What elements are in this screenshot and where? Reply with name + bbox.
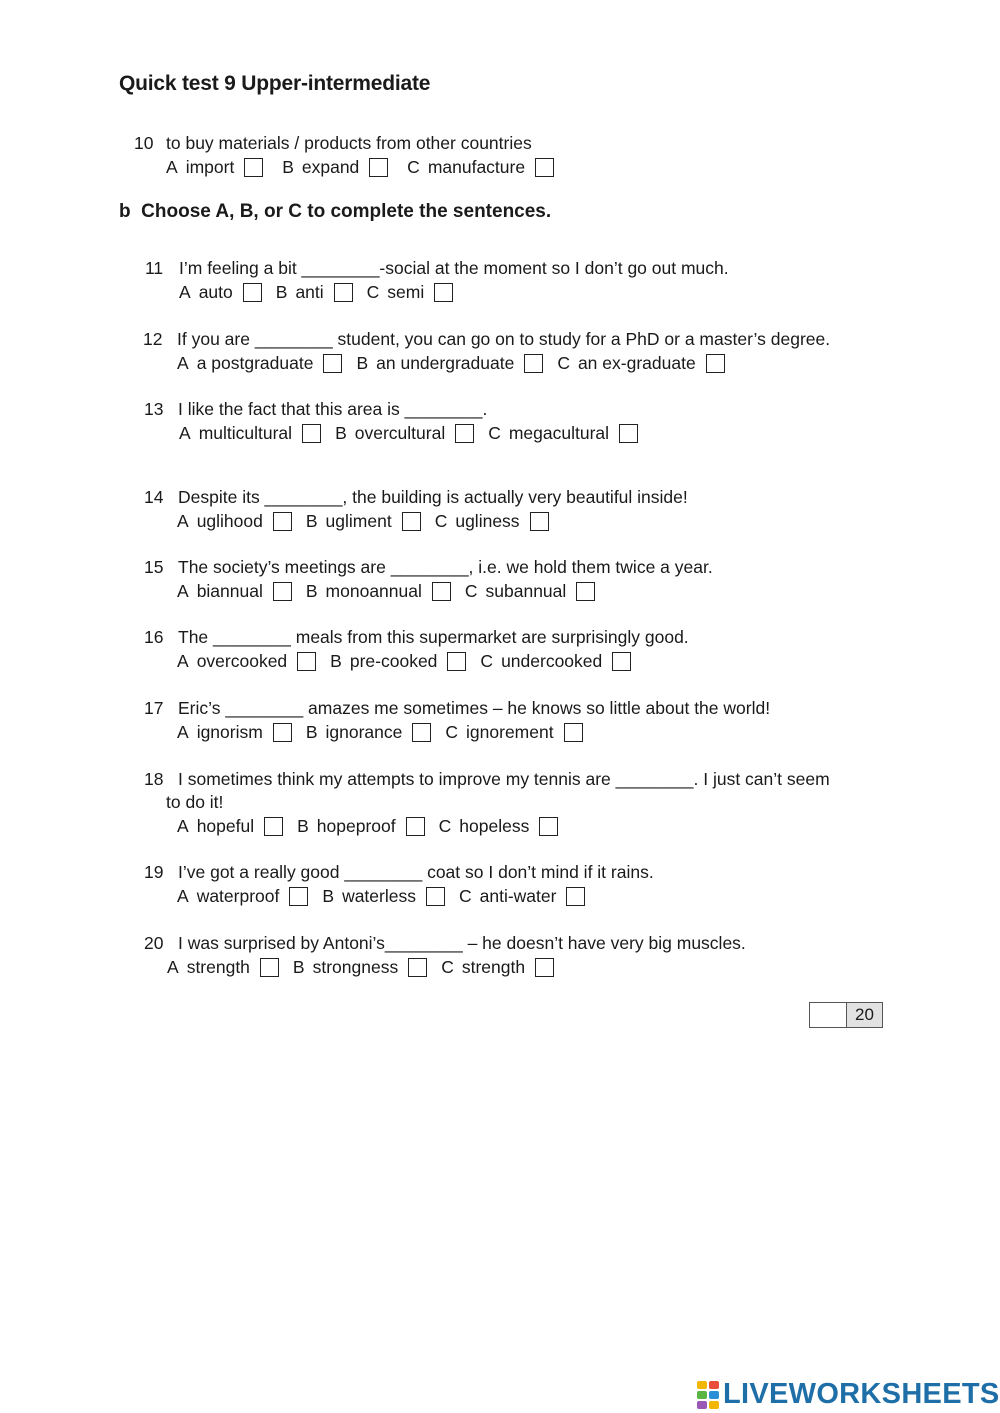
option-letter: B: [297, 816, 309, 836]
score-input[interactable]: [810, 1003, 847, 1027]
option-letter: B: [292, 957, 305, 977]
question-10: [134, 132, 568, 179]
option-text: subannual: [485, 581, 567, 601]
option-letter: C: [445, 722, 459, 742]
answer-checkbox[interactable]: [302, 424, 321, 443]
question-number: 10: [134, 133, 154, 153]
question-number: 19: [144, 862, 164, 882]
option-letter: A: [167, 957, 179, 977]
question-17: [144, 697, 770, 744]
answer-checkbox[interactable]: [619, 424, 638, 443]
answer-checkbox[interactable]: [564, 723, 583, 742]
answer-checkbox[interactable]: [530, 512, 549, 531]
question-20: [144, 932, 746, 979]
option-letter: C: [441, 957, 454, 977]
question-text: I was surprised by Antoni’s________ – he doesn’t have very big muscles.: [178, 933, 746, 953]
logo-icon: [697, 1381, 719, 1409]
option-text: semi: [387, 282, 425, 302]
option-letter: A: [177, 886, 189, 906]
question-11: [145, 257, 729, 304]
option-text: waterproof: [196, 886, 280, 906]
answer-checkbox[interactable]: [612, 652, 631, 671]
option-letter: B: [282, 157, 294, 177]
option-text: ignorement: [466, 722, 554, 742]
option-letter: B: [305, 581, 318, 601]
question-number: 13: [144, 399, 164, 419]
option-letter: A: [166, 157, 178, 177]
option-text: hopeless: [459, 816, 530, 836]
question-number: 17: [144, 698, 164, 718]
option-letter: C: [488, 423, 501, 443]
question-number: 18: [144, 769, 164, 789]
answer-checkbox[interactable]: [434, 283, 453, 302]
option-letter: A: [177, 816, 189, 836]
option-text: ignorism: [196, 722, 263, 742]
section-b-heading: b Choose A, B, or C to complete the sentences.: [119, 201, 552, 222]
option-text: ugliment: [325, 511, 392, 531]
score-total: 20: [847, 1003, 882, 1027]
option-text: strongness: [312, 957, 399, 977]
answer-checkbox[interactable]: [406, 817, 425, 836]
option-letter: B: [322, 886, 335, 906]
question-text: I’ve got a really good ________ coat so I don’t mind if it rains.: [178, 862, 654, 882]
question-text: Eric’s ________ amazes me sometimes – he knows so little about the world!: [178, 698, 771, 718]
option-text: strength: [461, 957, 526, 977]
option-text: a postgraduate: [196, 353, 314, 373]
answer-checkbox[interactable]: [260, 958, 279, 977]
question-number: 20: [144, 933, 164, 953]
option-letter: A: [179, 282, 191, 302]
answer-checkbox[interactable]: [273, 723, 292, 742]
option-text: ignorance: [325, 722, 403, 742]
option-letter: B: [305, 511, 318, 531]
option-letter: C: [407, 157, 420, 177]
answer-checkbox[interactable]: [289, 887, 308, 906]
answer-checkbox[interactable]: [243, 283, 262, 302]
option-letter: C: [366, 282, 380, 302]
option-text: an undergraduate: [376, 353, 515, 373]
question-number: 11: [145, 258, 164, 278]
answer-checkbox[interactable]: [539, 817, 558, 836]
option-letter: A: [177, 353, 189, 373]
option-text: pre-cooked: [349, 651, 438, 671]
option-text: waterless: [342, 886, 416, 906]
option-letter: A: [177, 581, 189, 601]
option-text: anti: [295, 282, 324, 302]
option-text: uglihood: [196, 511, 263, 531]
score-box: [809, 1002, 883, 1028]
option-letter: B: [356, 353, 369, 373]
answer-checkbox[interactable]: [432, 582, 451, 601]
option-text: import: [185, 157, 235, 177]
option-letter: B: [275, 282, 288, 302]
option-letter: C: [438, 816, 452, 836]
answer-checkbox[interactable]: [297, 652, 316, 671]
answer-checkbox[interactable]: [273, 512, 292, 531]
question-15: [144, 556, 713, 603]
question-number: 15: [144, 557, 164, 577]
question-12: [143, 328, 830, 375]
option-letter: C: [557, 353, 570, 373]
option-letter: C: [458, 886, 472, 906]
option-text: anti-water: [479, 886, 557, 906]
question-text: Despite its ________, the building is actually very beautiful inside!: [178, 487, 688, 507]
question-text: I sometimes think my attempts to improve my tennis are ________. I just can’t seem: [178, 769, 830, 789]
answer-checkbox[interactable]: [273, 582, 292, 601]
question-18: [144, 768, 830, 838]
answer-checkbox[interactable]: [706, 354, 725, 373]
answer-checkbox[interactable]: [244, 158, 263, 177]
answer-checkbox[interactable]: [334, 283, 353, 302]
question-text: to buy materials / products from other countries: [166, 133, 532, 153]
question-text: If you are ________ student, you can go on to study for a PhD or a master’s degree.: [177, 329, 831, 349]
option-text: manufacture: [427, 157, 526, 177]
option-letter: C: [464, 581, 478, 601]
question-number: 16: [144, 627, 164, 647]
option-letter: C: [434, 511, 448, 531]
question-13: [144, 398, 652, 445]
answer-checkbox[interactable]: [264, 817, 283, 836]
option-text: overcultural: [354, 423, 446, 443]
answer-checkbox[interactable]: [408, 958, 427, 977]
answer-checkbox[interactable]: [535, 158, 554, 177]
option-text: undercooked: [501, 651, 603, 671]
question-19: [144, 861, 654, 908]
option-text: multicultural: [198, 423, 293, 443]
option-text: expand: [301, 157, 360, 177]
option-letter: C: [480, 651, 494, 671]
question-14: [144, 486, 688, 533]
option-letter: A: [177, 722, 189, 742]
question-text: I’m feeling a bit ________-social at the moment so I don’t go out much.: [179, 258, 729, 278]
answer-checkbox[interactable]: [447, 652, 466, 671]
answer-checkbox[interactable]: [576, 582, 595, 601]
option-text: hopeproof: [316, 816, 396, 836]
option-text: biannual: [196, 581, 263, 601]
option-letter: B: [305, 722, 318, 742]
option-letter: A: [177, 511, 189, 531]
option-letter: A: [179, 423, 191, 443]
option-text: megacultural: [508, 423, 610, 443]
question-text-continued: to do it!: [166, 792, 224, 812]
answer-checkbox[interactable]: [524, 354, 543, 373]
option-text: monoannual: [325, 581, 422, 601]
answer-checkbox[interactable]: [455, 424, 474, 443]
option-letter: B: [335, 423, 347, 443]
question-number: 12: [143, 329, 163, 349]
option-text: an ex-graduate: [577, 353, 696, 373]
answer-checkbox[interactable]: [369, 158, 388, 177]
question-16: [144, 626, 689, 673]
option-text: auto: [198, 282, 233, 302]
page-title: Quick test 9 Upper-intermediate: [119, 72, 431, 95]
option-letter: B: [330, 651, 342, 671]
option-text: hopeful: [196, 816, 255, 836]
answer-checkbox[interactable]: [412, 723, 431, 742]
option-text: strength: [186, 957, 250, 977]
answer-checkbox[interactable]: [535, 958, 554, 977]
question-number: 14: [144, 487, 164, 507]
option-text: overcooked: [196, 651, 288, 671]
option-letter: A: [177, 651, 189, 671]
answer-checkbox[interactable]: [402, 512, 421, 531]
question-text: The society’s meetings are ________, i.e. we hold them twice a year.: [178, 557, 713, 577]
question-text: The ________ meals from this supermarket are surprisingly good.: [178, 627, 689, 647]
option-text: ugliness: [455, 511, 520, 531]
liveworksheets-logo: [697, 1378, 1000, 1411]
brand-name: LIVEWORKSHEETS: [723, 1378, 1000, 1410]
question-text: I like the fact that this area is ________.: [178, 399, 488, 419]
answer-checkbox[interactable]: [426, 887, 445, 906]
answer-checkbox[interactable]: [323, 354, 342, 373]
answer-checkbox[interactable]: [566, 887, 585, 906]
